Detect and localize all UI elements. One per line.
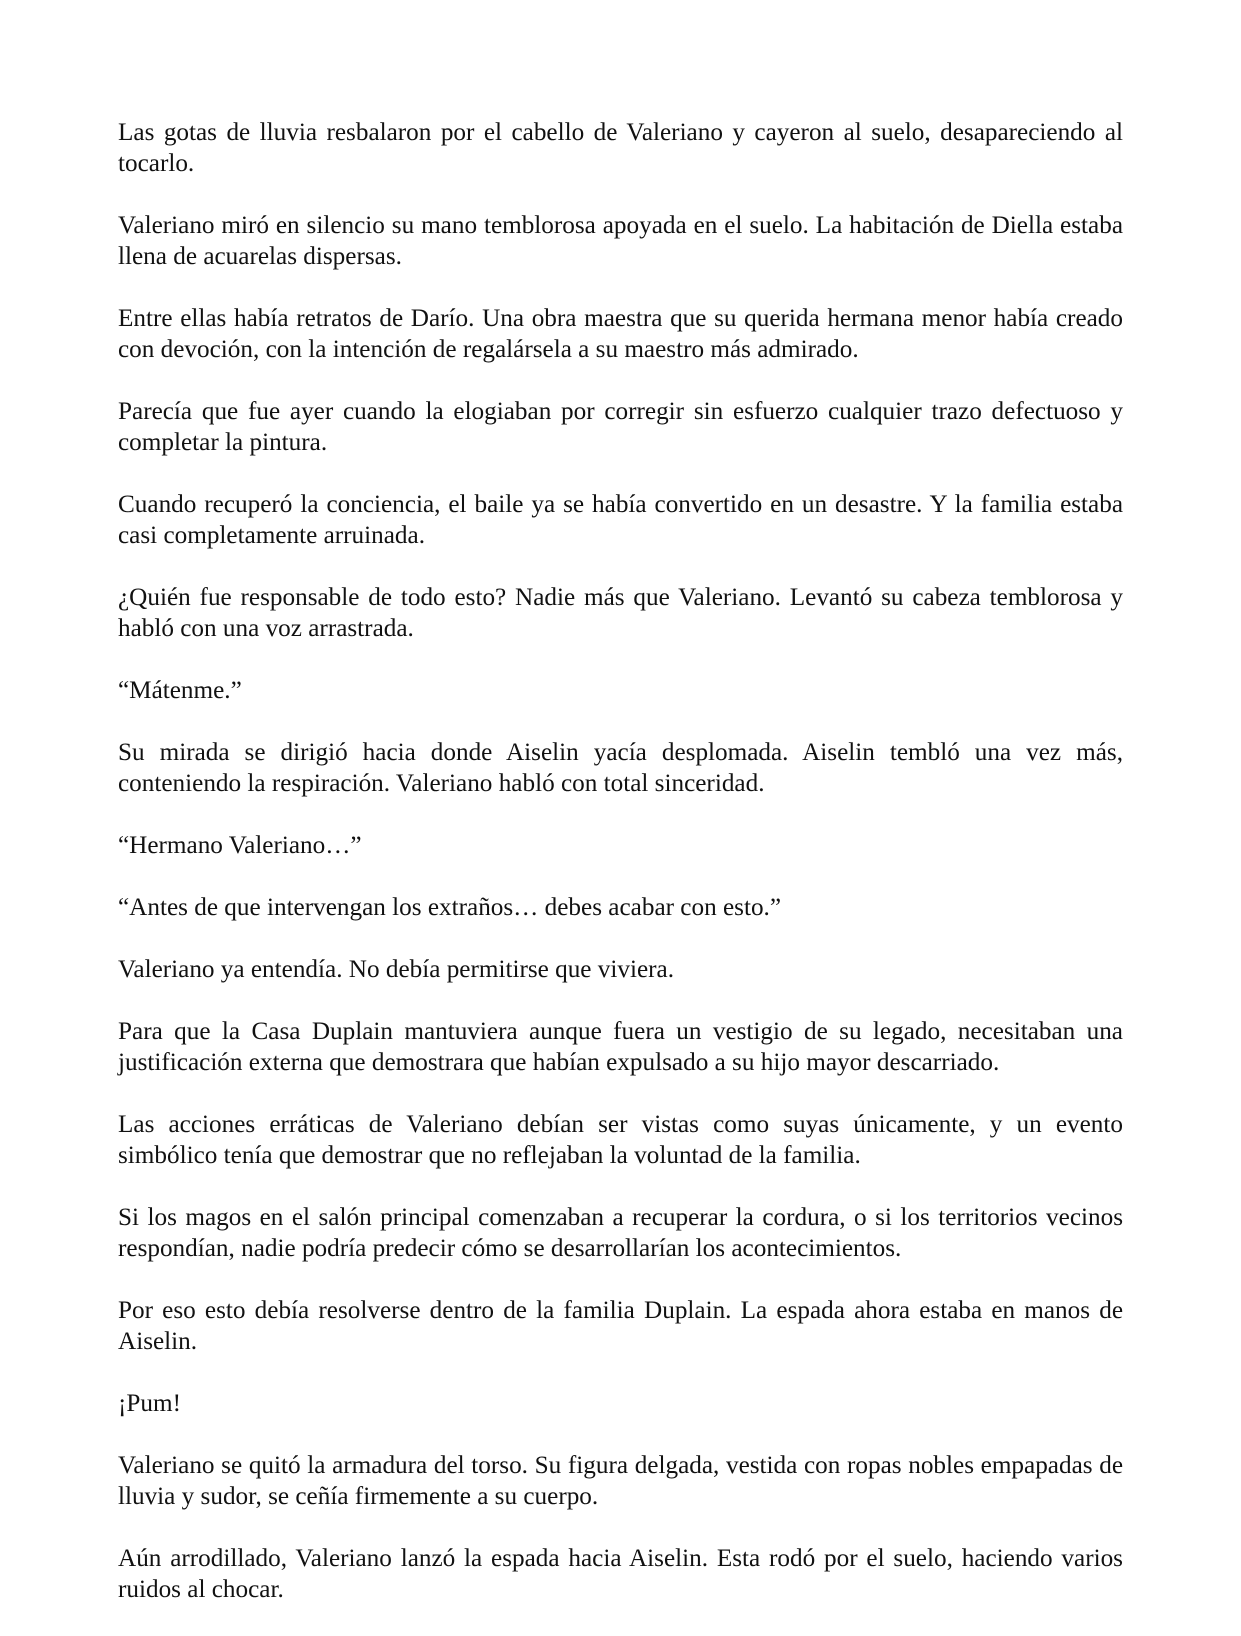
- paragraph: ¿Quién fue responsable de todo esto? Nadie más que Valeriano. Levantó su cabeza temblorosa y habló con una voz arrastrada.: [118, 584, 1123, 642]
- paragraph: Las acciones erráticas de Valeriano debían ser vistas como suyas únicamente, y un evento simbólico tenía que demostrar que no reflejaban la voluntad de la familia.: [118, 1111, 1123, 1169]
- dialogue-line: “Hermano Valeriano…”: [118, 832, 362, 859]
- paragraph: Parecía que fue ayer cuando la elogiaban por corregir sin esfuerzo cualquier trazo defectuoso y completar la pintura.: [118, 398, 1123, 456]
- paragraph: Aún arrodillado, Valeriano lanzó la espada hacia Aiselin. Esta rodó por el suelo, haciendo varios ruidos al chocar.: [118, 1545, 1123, 1603]
- paragraph: Valeriano miró en silencio su mano temblorosa apoyada en el suelo. La habitación de Diella estaba llena de acuarelas dispersas.: [118, 212, 1123, 270]
- paragraph: Valeriano ya entendía. No debía permitirse que viviera.: [118, 956, 675, 983]
- paragraph: Si los magos en el salón principal comenzaban a recuperar la cordura, o si los territorios vecinos respondían, nadie podría predecir cómo se desarrollarían los acontecimientos.: [118, 1204, 1123, 1262]
- paragraph: Por eso esto debía resolverse dentro de la familia Duplain. La espada ahora estaba en manos de Aiselin.: [118, 1297, 1123, 1355]
- dialogue-line: “Mátenme.”: [118, 677, 242, 704]
- paragraph: Valeriano se quitó la armadura del torso. Su figura delgada, vestida con ropas nobles empapadas de lluvia y sudor, se ceñía firmemente a su cuerpo.: [118, 1452, 1123, 1510]
- paragraph: Su mirada se dirigió hacia donde Aiselin yacía desplomada. Aiselin tembló una vez más, conteniendo la respiración. Valeriano habló con total sinceridad.: [118, 739, 1123, 797]
- document-body: [118, 117, 1123, 1636]
- paragraph: Entre ellas había retratos de Darío. Una obra maestra que su querida hermana menor había creado con devoción, con la intención de regalársela a su maestro más admirado.: [118, 305, 1123, 363]
- paragraph: Para que la Casa Duplain mantuviera aunque fuera un vestigio de su legado, necesitaban una justificación externa que demostrara que habían expulsado a su hijo mayor descarriado.: [118, 1018, 1123, 1076]
- paragraph: Las gotas de lluvia resbalaron por el cabello de Valeriano y cayeron al suelo, desapareciendo al tocarlo.: [118, 119, 1123, 177]
- paragraph: Cuando recuperó la conciencia, el baile ya se había convertido en un desastre. Y la familia estaba casi completamente arruinada.: [118, 491, 1123, 549]
- sound-effect-line: ¡Pum!: [118, 1390, 181, 1417]
- dialogue-line: “Antes de que intervengan los extraños… debes acabar con esto.”: [118, 894, 782, 921]
